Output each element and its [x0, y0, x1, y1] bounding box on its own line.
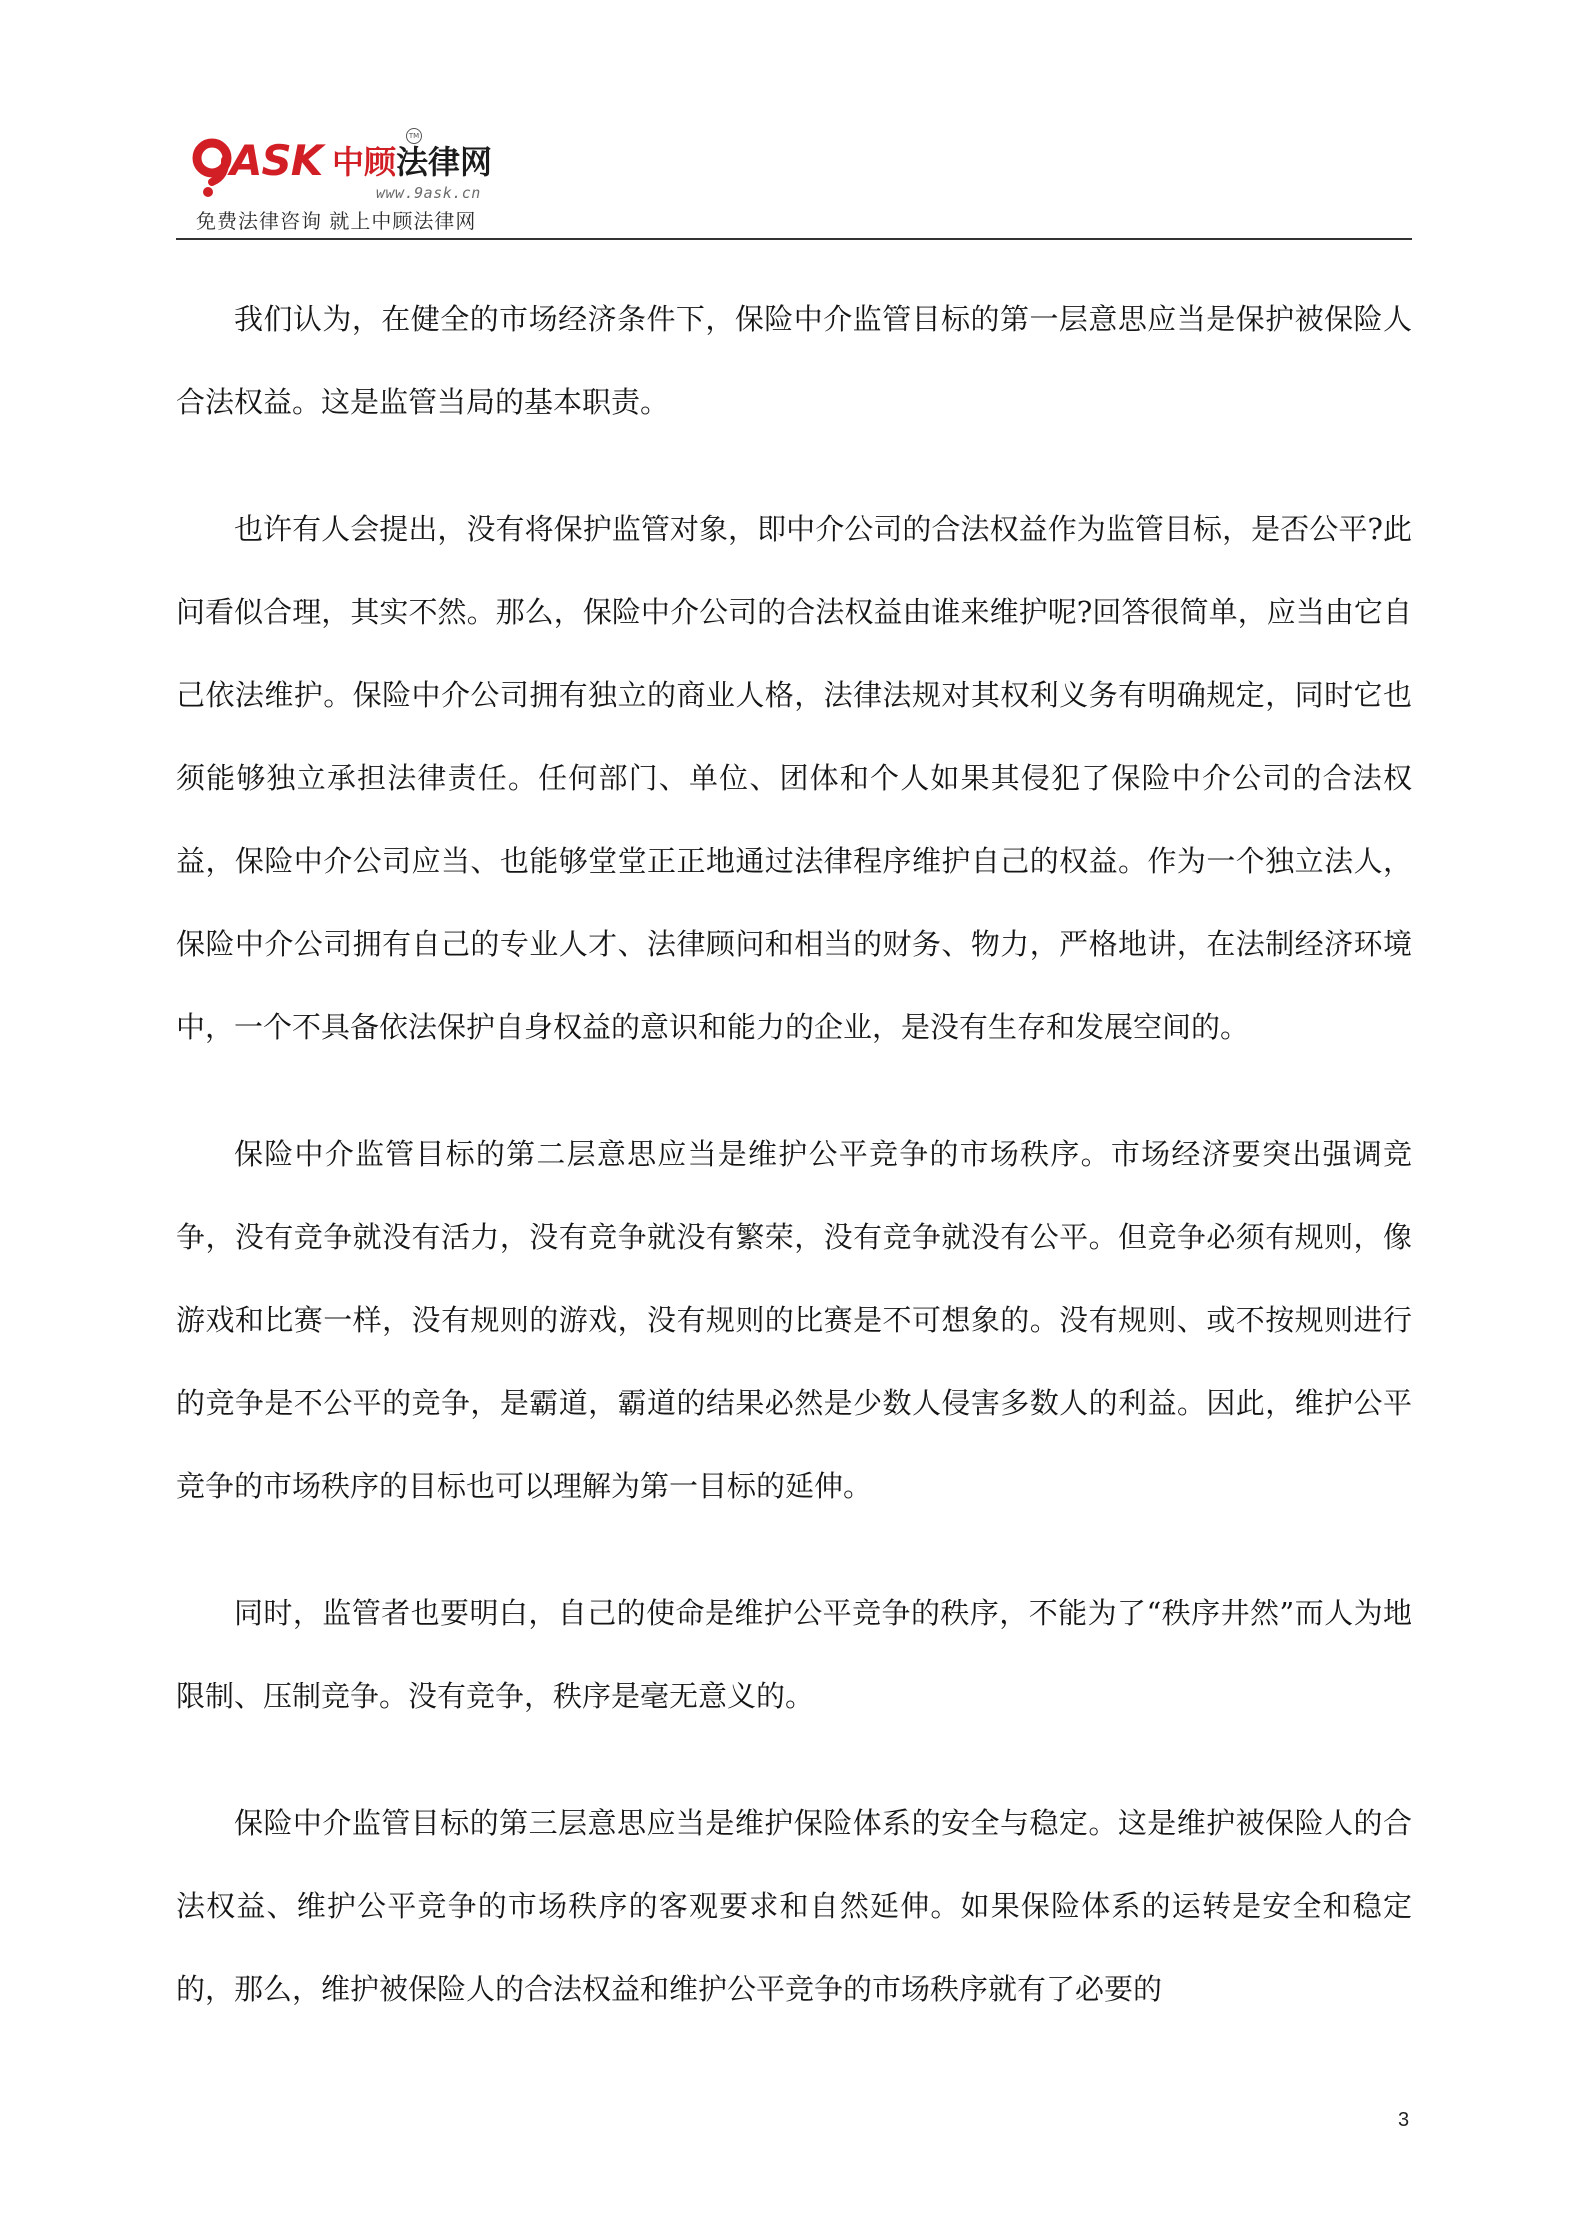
logo-site-name	[332, 142, 492, 182]
paragraph-1: 我们认为，在健全的市场经济条件下，保险中介监管目标的第一层意思应当是保护被保险人合法权益。这是监管当局的基本职责。	[176, 302, 1412, 419]
logo-name-part2: 法律网	[396, 143, 493, 181]
page-header	[176, 118, 1412, 238]
logo-name-part1: 中顾	[332, 143, 397, 181]
page-number: 3	[1398, 2109, 1410, 2131]
document-body	[176, 278, 1412, 2075]
logo-slogan: 免费法律咨询 就上中顾法律网	[196, 209, 477, 233]
logo-url: www.9ask.cn	[376, 184, 481, 202]
logo-ask-text: ASK	[230, 136, 323, 185]
paragraph-5: 保险中介监管目标的第三层意思应当是维护保险体系的安全与稳定。这是维护被保险人的合法权益、维护公平竞争的市场秩序的客观要求和自然延伸。如果保险体系的运转是安全和稳定的，那么，维护被保险人的合法权益和维护公平竞争的市场秩序就有了必要的	[176, 1806, 1412, 2006]
trademark-icon: TM	[406, 128, 422, 144]
site-logo[interactable]	[190, 128, 530, 238]
header-divider	[176, 238, 1412, 240]
paragraph-2: 也许有人会提出，没有将保护监管对象，即中介公司的合法权益作为监管目标，是否公平?此问看似合理，其实不然。那么，保险中介公司的合法权益由谁来维护呢?回答很简单，应当由它自己依法维护。保险中介公司拥有独立的商业人格，法律法规对其权利义务有明确规定，同时它也须能够独立承担法律责任。任何部门、单位、团体和个人如果其侵犯了保险中介公司的合法权益，保险中介公司应当、也能够堂堂正正地通过法律程序维护自己的权益。作为一个独立法人，保险中介公司拥有自己的专业人才、法律顾问和相当的财务、物力，严格地讲，在法制经济环境中，一个不具备依法保护自身权益的意识和能力的企业，是没有生存和发展空间的。	[176, 512, 1412, 1044]
paragraph-3: 保险中介监管目标的第二层意思应当是维护公平竞争的市场秩序。市场经济要突出强调竞争，没有竞争就没有活力，没有竞争就没有繁荣，没有竞争就没有公平。但竞争必须有规则，像游戏和比赛一样，没有规则的游戏，没有规则的比赛是不可想象的。没有规则、或不按规则进行的竞争是不公平的竞争，是霸道，霸道的结果必然是少数人侵害多数人的利益。因此，维护公平竞争的市场秩序的目标也可以理解为第一目标的延伸。	[176, 1137, 1412, 1503]
paragraph-4: 同时，监管者也要明白，自己的使命是维护公平竞争的秩序，不能为了“秩序井然”而人为地限制、压制竞争。没有竞争，秩序是毫无意义的。	[176, 1596, 1412, 1713]
